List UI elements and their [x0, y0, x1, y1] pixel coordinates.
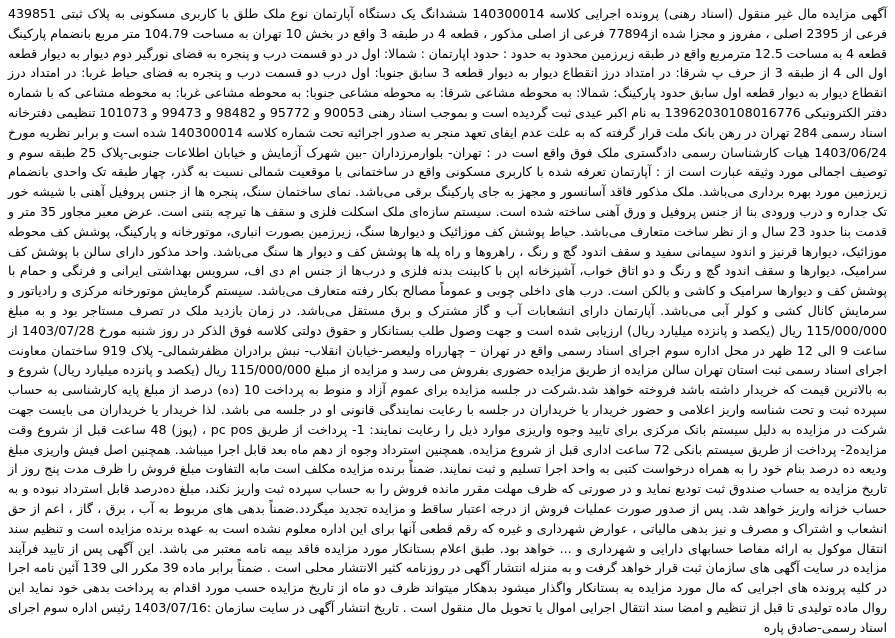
auction-notice-body: آگهی مزایده مال غیر منقول (اسناد رهنی) پرونده اجرایی کلاسه 140300014 ششدانگ یک دستگاه آپارتمان نوع ملک طلق با کاربری مسکونی به پلاک ثبتی 439851 فرعی از 2395 اصلی ، مفروز و مجزا شده از77894 فرعی از اصلی مذکور ، قطعه 4 در طبقه 3 واقع در بخش 10 تهران به مساحت 104.79 متر مربع بانضمام پارکینگ قطعه 4 به مساحت 12.5 مترمربع واقع در طبقه زیرزمین محدود به حدود : حدود اپارتمان : شمالا: اول در دو قسمت درب و پنجره به فضای نورگیر دوم دیوار به دیوار قطعه اول الی 4 از طبقه 3 از حرف پ شرقا: در امتداد درز انقطاع دیوار به دیوار قطعه 3 سابق جنوبا: اول درب دو قسمت درب و پنجره به فضای حیاط غربا: در امتداد درز انقطاع دیوار به دیوار قطعه اول سابق حدود پارکینگ: شمالا: به محوطه مشاعی شرقا: به محوطه مشاعی جنوبا: به محوطه مشاعی غربا: به محوطه مشاعی که با شماره دفتر الکترونیکی 13962030108016776 به نام اکبر عیدی ثبت گردیده است و بموجب اسناد رهنی 90053 و 95772 و 98482 و 99473 و 101073 تنظیمی دفترخانه اسناد رسمی 284 تهران در رهن بانک ملت قرار گرفته که به علت عدم ایفای تعهد منجر به صدور اجرائیه تحت شماره کلاسه 140300014 شده است و برابر نظریه مورخ 1403/06/24 هیات کارشناسان رسمی دادگستری ملک فوق واقع است در : تهران- بلوارمرزداران -بین شهرک آزمایش و خیابان اطلاعات جنوبی-پلاک 25 طبقه سوم و توصیف اجمالی مورد وثیقه عبارت است از : آپارتمان تعرفه شده با کاربری مسکونی واقع در ساختمانی با موقعیت شمالی نسبت به گذر، چهار طبقه تک واحدی بانضمام زیرزمین مورد بهره برداری می‌باشد. ملک مذکور فاقد آسانسور و مجهز به جای پارکینگ برقی می‌باشد. نمای ساختمان سنگ، پنجره ها از جنس پروفیل آهنی با شیشه خور تک جداره و درب ورودی بنا از جنس پروفیل و ورق آهنی ساخته شده است. سیستم سازه‌ای ملک اسکلت فلزی و سقف ها تیرچه بتنی است. عرض معبر مجاور 35 متر و قدمت بنا حدود 23 سال و از نظر ساخت متعارف می‌باشد. حیاط پوشش کف موزائیک و دیوارها سنگ، زیرزمین بصورت انباری، موتورخانه و پارکینگ، پوشش کف محوطه موزائیک، دیوارها قرنیز و اندود سیمانی سفید و سقف اندود گچ و رنگ ، راهروها و راه پله ها پوشش کف و دیوار ها سنگ می‌باشد. واحد مذکور دارای سالن با پوشش کف سرامیک، دیوارها و سقف اندود گچ و رنگ و دو اتاق خواب، آشپزخانه اپن با کابینت بدنه فلزی و درب‌ها از جنس ام دی اف، سرویس بهداشتی ایرانی و فرنگی و حمام با پوشش کف و دیوارها سرامیک و کاشی و بالکن است. درب های داخلی چوبی و عموماً مصالح بکار رفته متعارف می‌باشد. سیستم گرمایش موتورخانه مرکزی و رادیاتور و سرمایش کانال کشی و کولر آبی می‌باشد. آپارتمان دارای انشعابات آب و گاز مشترک و برق مستقل می‌باشد. در زمان بازدید ملک در تصرف مستاجر بود و به مبلغ 115/000/000 ریال (یکصد و پانزده میلیارد ریال) ارزیابی شده است و جهت وصول طلب بستانکار و حقوق دولتی کلاسه فوق الذکر در روز شنبه مورخ 1403/07/28 از ساعت 9 الی 12 ظهر در محل اداره سوم اجرای اسناد رسمی واقع در تهران – چهارراه ولیعصر-خیابان انقلاب- نبش برادران مظفرشمالی- پلاک 919 ساختمان معاونت اجرای اسناد رسمی ثبت استان تهران سالن مزایده از طریق مزایده حضوری بفروش می رسد و مزایده از مبلغ 115/000/000 ریال (یکصد و پانزده میلیارد ریال) شروع و به بالاترین قیمت که خریدار داشته باشد فروخته خواهد شد.شرکت در جلسه مزایده برای عموم آزاد و منوط به پرداخت 10 (ده) درصد از مبلغ پایه کارشناسی به حساب سپرده ثبت و تحت شناسه واریز اعلامی و حضور خریدار یا خریداران در جلسه با رعایت نمایندگی قانونی او در جلسه می باشد. لذا خریدار یا خریداران می بایست جهت شرکت در مزایده به دلیل سیستم بانک مرکزی برای تایید وجوه واریزی موارد ذیل را رعایت نمایند: 1- پرداخت از طریق pc pos ، (پوز) 48 ساعت قبل از شروع وقت مزایده2- پرداخت از طریق سیستم بانکی 72 ساعت اداری قبل از شروع مزایده. همچنین استرداد وجوه از دهم ماه بعد قابل اجرا میباشد. همچنین اصل فیش واریزی مبلغ ودیعه ده درصد بنام خود را به همراه درخواست کتبی به واحد اجرا تسلیم و ثبت نمایند. ضمناً برنده مزایده مکلف است مابه التفاوت مبلغ فروش را ظرف مدت پنج روز از تاریخ مزایده به حساب صندوق ثبت تودیع نماید و در صورتی که ظرف مهلت مقرر مانده فروش را به حساب سپرده ثبت واریز نکند، مبلغ ده‌درصد قابل استرداد نبوده و به حساب خزانه واریز خواهد شد. پس از صدور صورت عملیات فروش از درجه اعتبار ساقط و مزایده تجدید میگردد.ضمناً بدهی های مربوط به آب ، برق ، گاز ، اعم از حق انشعاب و اشتراک و مصرف و نیز بدهی مالیاتی ، عوارض شهرداری و غیره که رقم قطعی آنها برای این اداره معلوم نشده است به عهده برنده مزایده است و تنظیم سند انتقال موکول به ارائه مفاصا حسابهای دارایی و شهرداری و ... خواهد بود. طبق اعلام بستانکار مورد مزایده فاقد بیمه نامه معتبر می باشد. این آگهی پس از تایید فرآیند مزایده در سایت آگهی های سازمان ثبت قرار خواهد گرفت و به منزله انتشار آگهی در روزنامه کثیر الانتشار محلی است . ضمناً برابر ماده 39 مکرر الی 139 آئین نامه اجرا در کلیه پرونده های اجرایی که مال مورد مزایده به بستانکار واگذار میشود بدهکار میتواند ظرف دو ماه از تاریخ مزایده حسب مورد اقدام به پرداخت بدهی خود نماید این روال ماده تولیدی تا قبل از تنظیم و امضا سند انتقال اجرایی اموال یا تحویل مال منقول است . تاریخ انتشار آگهی در سایت سازمان :1403/07/16 رئیس اداره سوم اجرای اسناد رسمی-صادق پاره	[8, 6, 888, 635]
